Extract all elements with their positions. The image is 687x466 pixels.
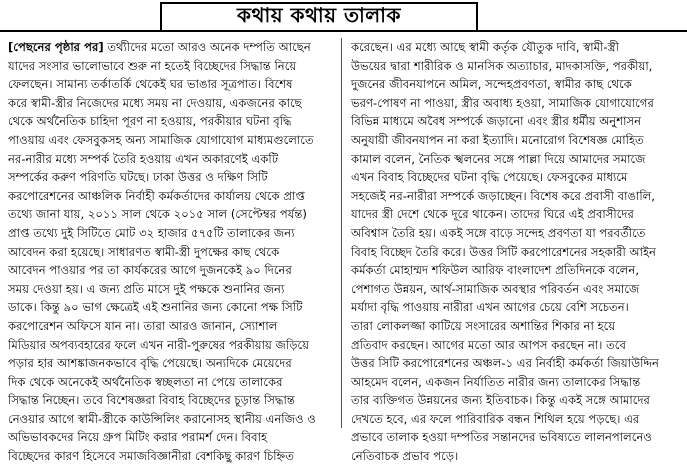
- text-line: [8, 391, 334, 410]
- headline-box: [160, 2, 478, 32]
- text-line: [8, 150, 334, 169]
- line-text: পাওয়ায় এবং ফেসবুকসহ অন্য সামাজিক যোগাযোগ মাধ্যমগুলোতে: [8, 132, 314, 147]
- text-line: [351, 280, 679, 299]
- line-text: তথ্যে জানা যায়, ২০১১ সাল থেকে ২০১৫ সাল (সেপ্টেম্বর পর্যন্ত): [8, 207, 307, 222]
- line-text: নেওয়ার আগে স্বামী-স্ত্রীকে কাউন্সিলিং করানোসহ স্থানীয় এনজিও ও: [8, 411, 316, 426]
- text-line: [8, 205, 334, 224]
- line-text: দুজনের জীবনযাপনে অমিল, সন্দেহপ্রবণতা, স্বামীর কাছ থেকে: [351, 77, 632, 92]
- line-text: যাদের স্ত্রী দেশে থেকে দূরে থাকেন। তাদের ঘিরে এই প্রবাসীদের: [351, 207, 634, 222]
- line-text: তারা লোকলজ্জা কাটিয়ে সংসারের অশান্তির শিকার না হয়ে: [351, 318, 616, 333]
- line-text: করপোরেশন অফিসে যান না। তারা আরও জানান, স্যোশাল: [8, 318, 278, 333]
- text-line: [351, 373, 679, 392]
- text-line: [8, 428, 334, 447]
- line-text: এখন বিবাহ বিচ্ছেদের ঘটনা বৃদ্ধি পেয়েছে। ফেসবুকের মাধ্যমে: [351, 170, 628, 185]
- text-line: [8, 131, 334, 150]
- line-text: পড়ার হার আশঙ্কাজনকভাবে বৃদ্ধি পেয়েছে। অন্যদিকে মেয়েদের: [8, 356, 292, 371]
- text-line: [351, 205, 679, 224]
- continuation-label: [পেছনের পৃষ্ঠার পর]: [8, 40, 104, 54]
- text-line: [8, 280, 334, 299]
- text-line: [351, 410, 679, 429]
- line-text: নর-নারীর মধ্যে সম্পর্ক তৈরি হওয়ায় এখন অকারণেই একটি: [8, 151, 279, 166]
- line-text: বিচ্ছেদের কারণ হিসেবে সমাজবিজ্ঞানীরা বেশকিছু কারণ চিহ্নিত: [8, 449, 294, 464]
- text-line: [351, 428, 679, 447]
- line-text: উত্তর সিটি করপোরেশনের অঞ্চল-১ এর নির্বাহী কর্মকর্তা জিয়াউদ্দিন: [351, 356, 659, 371]
- text-line: [351, 261, 679, 280]
- text-line: [8, 94, 334, 113]
- text-line: [8, 187, 334, 206]
- text-line: [8, 447, 334, 466]
- line-text: মিডিয়ার অপব্যবহারের ফলে এখন নারী-পুরুষের পরকীয়ায় জড়িয়ে: [8, 337, 309, 352]
- line-text: তার ব্যক্তিগত উন্নয়নের জন্য ইতিবাচক। কিন্তু একই সঙ্গে আমাদের: [351, 393, 650, 408]
- line-text: সহজেই নর-নারীরা সম্পর্কে জড়াচ্ছেন। বিশেষ করে প্রবাসী বাঙালি,: [351, 188, 655, 203]
- line-text: মর্যাদা বৃদ্ধি পাওয়ায় নারীরা এখন আগের চেয়ে বেশি সচেতন।: [351, 300, 629, 315]
- line-text: নেতিবাচক প্রভাব পড়ে।: [351, 449, 459, 464]
- line-text: সম্পর্কের করুণ পরিণতি ঘটছে। ঢাকা উত্তর ও দক্ষিণ সিটি: [8, 170, 268, 185]
- line-text: যাদের সংসার ভালোভাবে শুরু না হতেই বিচ্ছেদের সিদ্ধান্ত নিয়ে: [8, 58, 297, 73]
- text-line: [351, 94, 679, 113]
- line-text: বিবাহ বিচ্ছেদ তৈরি করে। উত্তর সিটি করপোরেশনের সহকারী আইন: [351, 244, 656, 259]
- line-text: কর্মকর্তা মোহাম্মদ শফিউল আরিফ বাংলাদেশ প্রতিদিনকে বলেন,: [351, 263, 640, 278]
- line-text: প্রভাবে তালাক হওয়া দম্পতির সন্তানদের ভবিষ্যতে লালনপালনেও: [351, 430, 652, 445]
- line-text: আহমেদ বলেন, একজন নির্যাতিত নারীর জন্য তালাকের সিদ্ধান্ত: [351, 374, 641, 389]
- text-line: [351, 168, 679, 187]
- text-line: [8, 112, 334, 131]
- line-text: থেকে অর্থনৈতিক চাহিদা পূরণ না হওয়ায়, পরকীয়ার ঘটনা বৃদ্ধি: [8, 114, 292, 129]
- line-text: দেখতে হবে, এর ফলে পারিবারিক বন্ধন শিথিল হয়ে পড়ছে। এর: [351, 411, 640, 426]
- text-line: [351, 131, 679, 150]
- text-line: [8, 298, 334, 317]
- right-column: [351, 38, 679, 464]
- text-line: [351, 57, 679, 76]
- line-text: করেছেন। এর মধ্যে আছে স্বামী কর্তৃক যৌতুক দাবি, স্বামী-স্ত্রী: [351, 40, 619, 54]
- text-line: [351, 112, 679, 131]
- line-text: ভরণ-পোষণ না পাওয়া, স্ত্রীর অবাধ্য হওয়া, সামাজিক যোগাযোগের: [351, 95, 654, 110]
- text-line: [351, 187, 679, 206]
- column-divider: [341, 38, 342, 428]
- line-text: সময় দেওয়া হয়। এ জন্য প্রতি মাসে দুই পক্ষকে শুনানির জন্য: [8, 281, 285, 296]
- text-line: [8, 168, 334, 187]
- text-line: [8, 75, 334, 94]
- text-line: [8, 57, 334, 76]
- text-line: [8, 38, 334, 57]
- line-text: সিদ্ধান্ত নিচ্ছেন। তবে বিশেষজ্ঞরা বিবাহ বিচ্ছেদের চূড়ান্ত সিদ্ধান্ত: [8, 393, 295, 408]
- text-line: [351, 38, 679, 57]
- line-text: অবিশ্বাস তৈরি হয়। একই সঙ্গে বাড়ে সন্দেহ প্রবণতা যা পরবর্তীতে: [351, 225, 646, 240]
- text-line: [351, 447, 679, 466]
- line-text: উভয়ের দ্বারা শারীরিক ও মানসিক অত্যাচার, মাদকাসক্তি, পরকীয়া,: [351, 58, 653, 73]
- headline: কথায় কথায় তালাক: [237, 2, 401, 27]
- text-line: [8, 261, 334, 280]
- text-line: [8, 410, 334, 429]
- text-line: [351, 317, 679, 336]
- line-text: দিক থেকে অনেকেই অর্থনৈতিক স্বচ্ছলতা না পেয়ে তালাকের: [8, 374, 283, 389]
- text-line: [351, 391, 679, 410]
- text-line: [8, 373, 334, 392]
- text-line: [351, 75, 679, 94]
- text-line: [8, 243, 334, 262]
- text-line: [8, 336, 334, 355]
- text-line: [8, 354, 334, 373]
- line-text: তথ্যীদের মতো আরও অনেক দম্পতি আছেন: [107, 40, 311, 54]
- text-line: [351, 224, 679, 243]
- text-line: [351, 298, 679, 317]
- text-line: [351, 354, 679, 373]
- line-text: ডাকে। কিন্তু ৯০ ভাগ ক্ষেত্রেই এই শুনানির জন্য কোনো পক্ষ সিটি: [8, 300, 303, 315]
- line-text: করপোরেশনের আঞ্চলিক নির্বাহী কর্মকর্তাদের কার্যালয় থেকে প্রাপ্ত: [8, 188, 305, 203]
- line-text: প্রতিবাদ করছেন। আগের মতো আর আপস করছেন না। তবে: [351, 337, 626, 352]
- text-line: [351, 336, 679, 355]
- left-column: [8, 38, 334, 464]
- line-text: বিভিন্ন মাধ্যমে অবৈধ সম্পর্কে জড়ানো এবং স্ত্রীর ধর্মীয় অনুশাসন: [351, 114, 642, 129]
- line-text: আবেদন পাওয়ার পর তা কার্যকরের আগে দুজনকেই ৯০ দিনের: [8, 263, 292, 278]
- text-line: [8, 317, 334, 336]
- line-text: প্রাপ্ত তথ্যে দুই সিটিতে মোট ৩২ হাজার ৫৭৫টি তালাকের জন্য: [8, 225, 295, 240]
- line-text: আবেদন করা হয়েছে। সাধারণত স্বামী-স্ত্রী দুপক্ষের কাছ থেকে: [8, 244, 280, 259]
- line-text: অনুযায়ী জীবনযাপন না করা ইত্যাদি। মনোরোগ বিশেষজ্ঞ মোহিত: [351, 132, 644, 147]
- line-text: করে স্বামী-স্ত্রীর নিজেদের মধ্যে সময় না দেওয়ায়, একজনের কাছে: [8, 95, 302, 110]
- line-text: ফেলছেন। সামান্য তর্কাতর্কি থেকেই ঘর ভাঙার সূত্রপাত। বিশেষ: [8, 77, 293, 92]
- line-text: পেশাগত উন্নয়ন, আর্থ-সামাজিক অবস্থার পরিবর্তন এবং সমাজে: [351, 281, 640, 296]
- text-line: [8, 224, 334, 243]
- line-text: কামাল বলেন, নৈতিক স্খলনের সঙ্গে পাল্লা দিয়ে আমাদের সমাজে: [351, 151, 646, 166]
- text-line: [351, 150, 679, 169]
- line-text: অভিভাবকদের নিয়ে গ্রুপ মিটিং করার পরামর্শ দেন। বিবাহ: [8, 430, 268, 445]
- text-line: [351, 243, 679, 262]
